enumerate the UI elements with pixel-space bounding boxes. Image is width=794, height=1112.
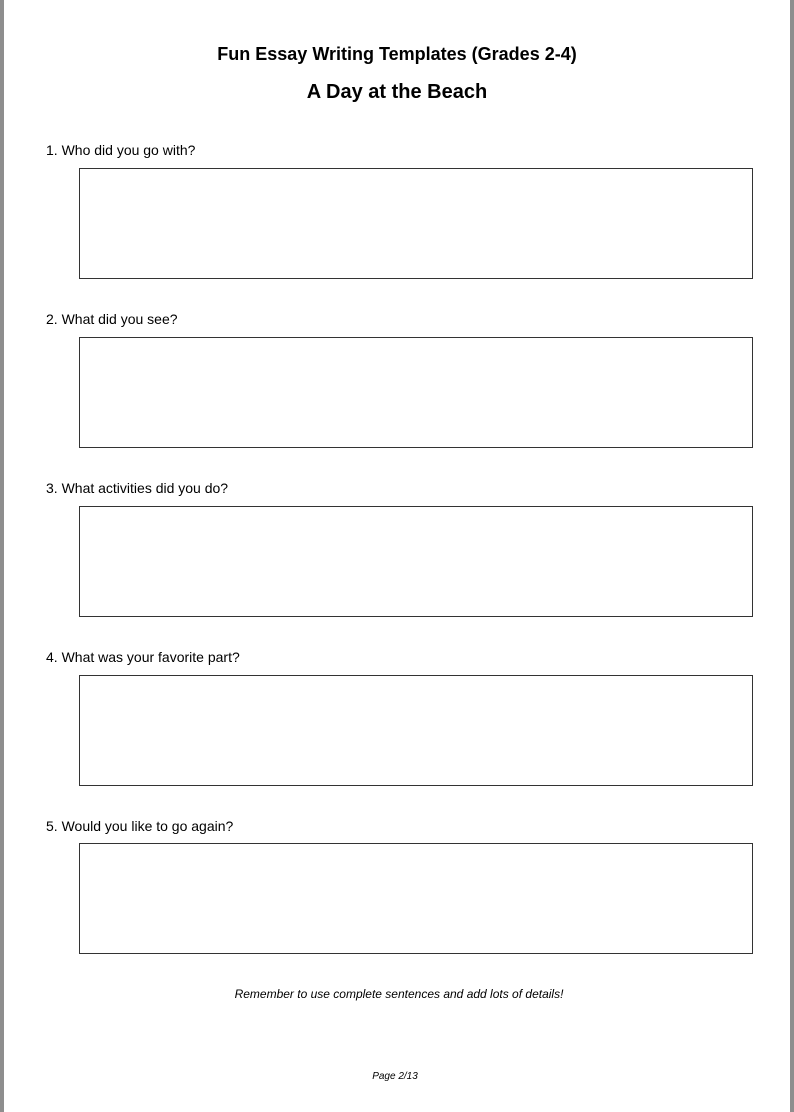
question-2-label: 2. What did you see? xyxy=(46,311,178,327)
reminder-note: Remember to use complete sentences and add lots of details! xyxy=(234,987,564,1001)
answer-box-3[interactable] xyxy=(79,506,753,617)
question-1-label: 1. Who did you go with? xyxy=(46,142,196,158)
worksheet-subtitle: A Day at the Beach xyxy=(306,81,488,103)
question-3-label: 3. What activities did you do? xyxy=(46,480,229,496)
question-5-label: 5. Would you like to go again? xyxy=(46,818,234,834)
answer-box-4[interactable] xyxy=(79,675,753,786)
answer-box-1[interactable] xyxy=(79,168,753,279)
page-number: Page 2/13 xyxy=(372,1071,418,1082)
answer-box-2[interactable] xyxy=(79,337,753,448)
question-4-label: 4. What was your favorite part? xyxy=(46,649,240,665)
worksheet-title: Fun Essay Writing Templates (Grades 2-4) xyxy=(217,44,577,64)
answer-box-5[interactable] xyxy=(79,843,753,954)
